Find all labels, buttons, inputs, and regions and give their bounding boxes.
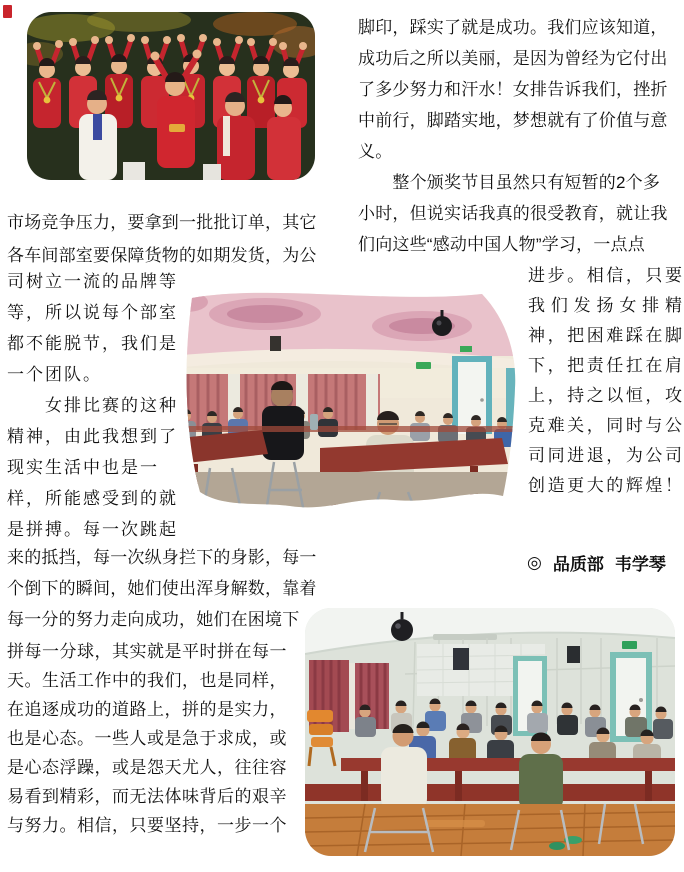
right-paragraph-top xyxy=(358,12,682,260)
meeting-bottom-art xyxy=(305,608,675,856)
text-line: 女排比赛的这种 xyxy=(7,396,178,415)
byline-author: 韦学琴 xyxy=(614,555,666,574)
left-paragraph-bottom xyxy=(7,637,303,840)
ceiling-speaker-sphere xyxy=(432,316,452,336)
text-line: 天。生活工作中的我们，也是同样， xyxy=(7,671,287,690)
text-line: 进步。相信，只要 xyxy=(528,266,682,285)
text-line: 义。 xyxy=(358,142,393,161)
text-line: 精神，由此我想到了 xyxy=(7,427,178,446)
text-line: 一个团队。 xyxy=(7,365,102,384)
text-line: 中前行，脚踏实地，梦想就有了价值与意 xyxy=(358,111,668,130)
text-line: 各车间部室要保障货物的如期发货，为公 xyxy=(7,246,317,265)
text-line: 易看到精彩，而无法体味背后的艰辛 xyxy=(7,787,287,806)
wood-floor xyxy=(305,804,675,856)
red-corner-mark xyxy=(3,5,12,18)
text-line: 整个颁奖节目虽然只有短暂的2个多 xyxy=(358,173,661,192)
text-line: 我们发扬女排精 xyxy=(528,296,682,315)
left-paragraph-full xyxy=(7,542,329,635)
text-line: 是心态浮躁，或是怨天尤人，往往容 xyxy=(7,758,287,777)
text-line: 等，所以说每个部室 xyxy=(7,303,178,322)
byline-department: 品质部 xyxy=(552,555,604,574)
text-line: 来的抵挡，每一次纵身拦下的身影，每一 xyxy=(7,548,317,567)
photo-volleyball-team xyxy=(27,12,315,180)
left-paragraph-top xyxy=(7,206,329,272)
text-line: 是拼搏。每一次跳起 xyxy=(7,520,178,539)
text-line: 也是心态。一些人或是急于求成，或 xyxy=(7,729,287,748)
byline xyxy=(527,550,666,575)
text-line: 上，持之以恒，攻 xyxy=(528,386,682,405)
photo-meeting-room-bottom xyxy=(305,608,675,856)
left-paragraph-narrow xyxy=(7,266,183,545)
text-line: 们向这些“感动中国人物”学习，一点点 xyxy=(358,235,645,254)
text-line: 脚印，踩实了就是成功。我们应该知道， xyxy=(358,18,668,37)
right-paragraph-narrow xyxy=(528,261,682,501)
exit-sign xyxy=(622,641,637,649)
text-line: 现实生活中也是一 xyxy=(7,458,159,477)
text-line: 创造更大的辉煌！ xyxy=(528,476,682,495)
text-line: 克难关，同时与公 xyxy=(528,416,682,435)
text-line: 拼每一分球，其实就是平时拼在每一 xyxy=(7,642,287,661)
text-line: 市场竞争压力，要拿到一批批订单，其它 xyxy=(7,213,317,232)
text-line: 小时，但说实话我真的很受教育，就让我 xyxy=(358,204,668,223)
text-line: 了多少努力和汗水！女排告诉我们，挫折 xyxy=(358,80,668,99)
byline-symbol: ◎ xyxy=(527,552,542,572)
wall-speaker xyxy=(453,648,469,670)
text-line: 个倒下的瞬间，她们使出浑身解数，靠着 xyxy=(7,579,317,598)
text-line: 司同进退，为公司 xyxy=(528,446,682,465)
text-line: 每一分的努力走向成功，她们在困境下 xyxy=(7,610,300,629)
text-line: 与努力。相信，只要坚持，一步一个 xyxy=(7,816,287,835)
text-line: 神，把困难踩在脚 xyxy=(528,326,682,345)
photo-meeting-room-tilted xyxy=(170,276,522,520)
meeting-tilted-art xyxy=(170,276,522,520)
text-line: 样，所能感受到的就 xyxy=(7,489,178,508)
text-line: 成功后之所以美丽，是因为曾经为它付出 xyxy=(358,49,668,68)
text-line: 都不能脱节，我们是 xyxy=(7,334,178,353)
exit-sign xyxy=(416,362,431,369)
text-line: 司树立一流的品牌等 xyxy=(7,272,178,291)
ceiling-speaker-sphere xyxy=(391,619,413,641)
volleyball-photo-art xyxy=(27,12,315,180)
text-line: 下，把责任扛在肩 xyxy=(528,356,682,375)
text-line: 在追逐成功的道路上，拼的是实力， xyxy=(7,700,287,719)
